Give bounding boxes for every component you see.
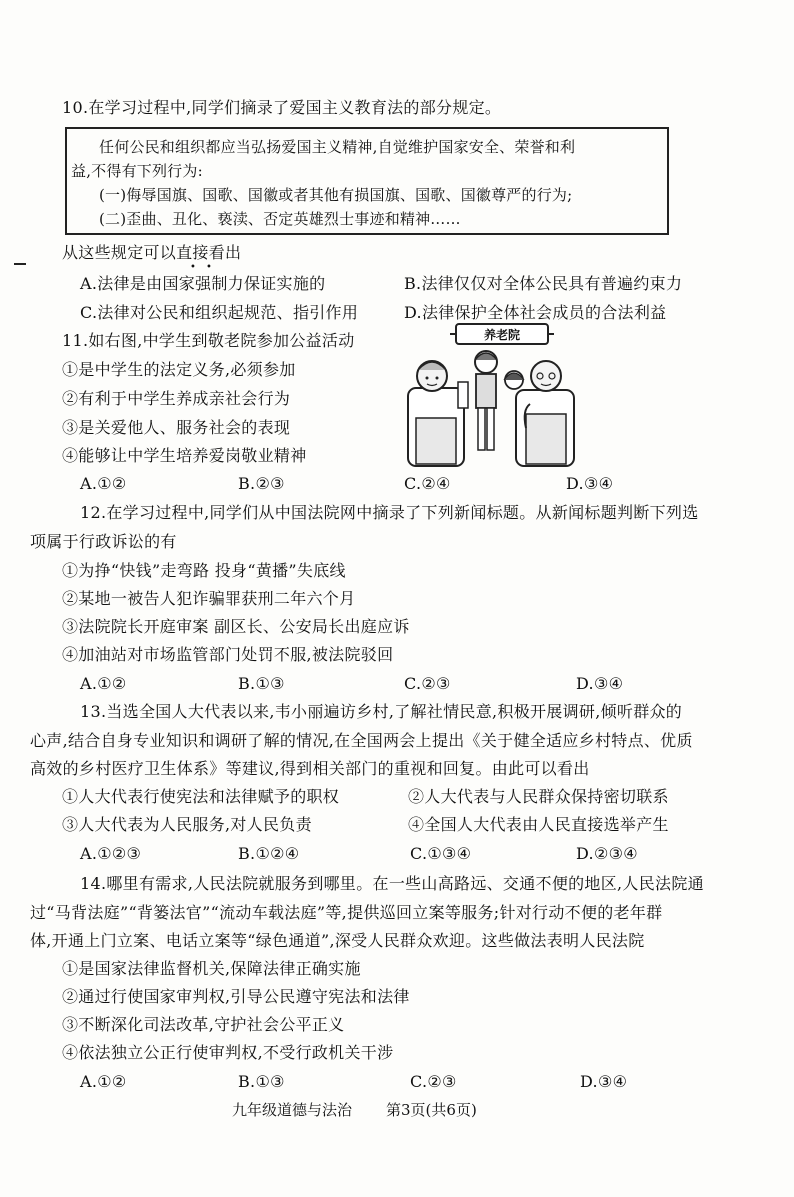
q10-option-a: A.法律是由国家强制力保证实施的 bbox=[80, 274, 326, 293]
q14-item-1: ①是国家法律监督机关,保障法律正确实施 bbox=[62, 959, 361, 978]
sign-text: 养老院 bbox=[483, 328, 521, 342]
footer-page-number: 第3页(共6页) bbox=[386, 1101, 477, 1119]
q10-stem: 10.在学习过程中,同学们摘录了爱国主义教育法的部分规定。 bbox=[62, 98, 502, 117]
q14-option-d: D.③④ bbox=[580, 1072, 628, 1091]
emphasis-dot: • bbox=[190, 262, 196, 273]
q11-stem: 11.如右图,中学生到敬老院参加公益活动 bbox=[62, 331, 355, 350]
q13-stem-line1: 13.当选全国人大代表以来,韦小丽遍访乡村,了解社情民意,积极开展调研,倾听群众的 bbox=[80, 702, 683, 721]
q10-box-line3: (一)侮辱国旗、国歌、国徽或者其他有损国旗、国歌、国徽尊严的行为; bbox=[99, 186, 573, 204]
q11-option-b: B.②③ bbox=[238, 474, 285, 493]
q12-item-1: ①为挣“快钱”走弯路 投身“黄播”失底线 bbox=[62, 561, 346, 580]
q10-quote-box bbox=[65, 127, 669, 235]
q11-item-1: ①是中学生的法定义务,必须参加 bbox=[62, 360, 296, 379]
q12-stem-line2: 项属于行政诉讼的有 bbox=[30, 532, 177, 551]
q12-option-c: C.②③ bbox=[404, 674, 451, 693]
q13-item-3: ③人大代表为人民服务,对人民负责 bbox=[62, 815, 312, 834]
q13-option-a: A.①②③ bbox=[80, 844, 142, 863]
q14-item-3: ③不断深化司法改革,守护社会公平正义 bbox=[62, 1015, 345, 1034]
q12-option-d: D.③④ bbox=[576, 674, 624, 693]
q13-item-1: ①人大代表行使宪法和法律赋予的职权 bbox=[62, 787, 340, 806]
q10-option-c: C.法律对公民和组织起规范、指引作用 bbox=[80, 303, 359, 322]
q11-item-4: ④能够让中学生培养爱岗敬业精神 bbox=[62, 446, 307, 465]
q11-option-a: A.①② bbox=[80, 474, 127, 493]
q12-option-a: A.①② bbox=[80, 674, 127, 693]
q11-option-d: D.③④ bbox=[566, 474, 614, 493]
footer-subject: 九年级道德与法治 bbox=[232, 1101, 353, 1119]
q14-stem-line1: 14.哪里有需求,人民法院就服务到哪里。在一些山高路远、交通不便的地区,人民法院通 bbox=[80, 874, 704, 893]
q13-item-2: ②人大代表与人民群众保持密切联系 bbox=[408, 787, 669, 806]
q13-stem-line2: 心声,结合自身专业知识和调研了解的情况,在全国两会上提出《关于健全适应乡村特点、优质 bbox=[30, 731, 693, 750]
q14-item-2: ②通过行使国家审判权,引导公民遵守宪法和法律 bbox=[62, 987, 410, 1006]
q13-item-4: ④全国人大代表由人民直接选举产生 bbox=[408, 815, 669, 834]
q14-stem-line3: 体,开通上门立案、电话立案等“绿色通道”,深受人民群众欢迎。这些做法表明人民法院 bbox=[30, 931, 645, 950]
q10-box-line2: 益,不得有下列行为: bbox=[71, 162, 203, 180]
q10-option-b: B.法律仅仅对全体公民具有普遍约束力 bbox=[404, 274, 683, 293]
q10-box-line1: 任何公民和组织都应当弘扬爱国主义精神,自觉维护国家安全、荣誉和利 bbox=[99, 138, 576, 156]
q10-box-line4: (二)歪曲、丑化、亵渎、否定英雄烈士事迹和精神…… bbox=[99, 210, 461, 228]
emphasis-dot: • bbox=[206, 262, 212, 273]
q13-option-c: C.①③④ bbox=[410, 844, 472, 863]
q13-option-d: D.②③④ bbox=[576, 844, 638, 863]
q12-item-4: ④加油站对市场监管部门处罚不服,被法院驳回 bbox=[62, 645, 394, 664]
q12-stem-line1: 12.在学习过程中,同学们从中国法院网中摘录了下列新闻标题。从新闻标题判断下列选 bbox=[80, 503, 699, 522]
margin-mark bbox=[14, 263, 26, 265]
q12-item-2: ②某地一被告人犯诈骗罪获刑二年六个月 bbox=[62, 589, 356, 608]
q11-item-3: ③是关爱他人、服务社会的表现 bbox=[62, 418, 291, 437]
q14-stem-line2: 过“马背法庭”“背篓法官”“流动车载法庭”等,提供巡回立案等服务;针对行动不便的老年群 bbox=[30, 903, 663, 922]
q13-option-b: B.①②④ bbox=[238, 844, 300, 863]
nursing-home-illustration bbox=[404, 318, 580, 470]
q10-option-d: D.法律保护全体社会成员的合法利益 bbox=[404, 303, 667, 322]
q14-option-b: B.①③ bbox=[238, 1072, 285, 1091]
q11-option-c: C.②④ bbox=[404, 474, 451, 493]
q14-option-c: C.②③ bbox=[410, 1072, 457, 1091]
q14-option-a: A.①② bbox=[80, 1072, 127, 1091]
q14-item-4: ④依法独立公正行使审判权,不受行政机关干涉 bbox=[62, 1043, 394, 1062]
q12-item-3: ③法院院长开庭审案 副区长、公安局长出庭应诉 bbox=[62, 617, 410, 636]
q13-stem-line3: 高效的乡村医疗卫生体系》等建议,得到相关部门的重视和回复。由此可以看出 bbox=[30, 759, 590, 778]
q11-item-2: ②有利于中学生养成亲社会行为 bbox=[62, 389, 291, 408]
q10-prompt: 从这些规定可以直接看出 bbox=[62, 243, 242, 262]
q12-option-b: B.①③ bbox=[238, 674, 285, 693]
